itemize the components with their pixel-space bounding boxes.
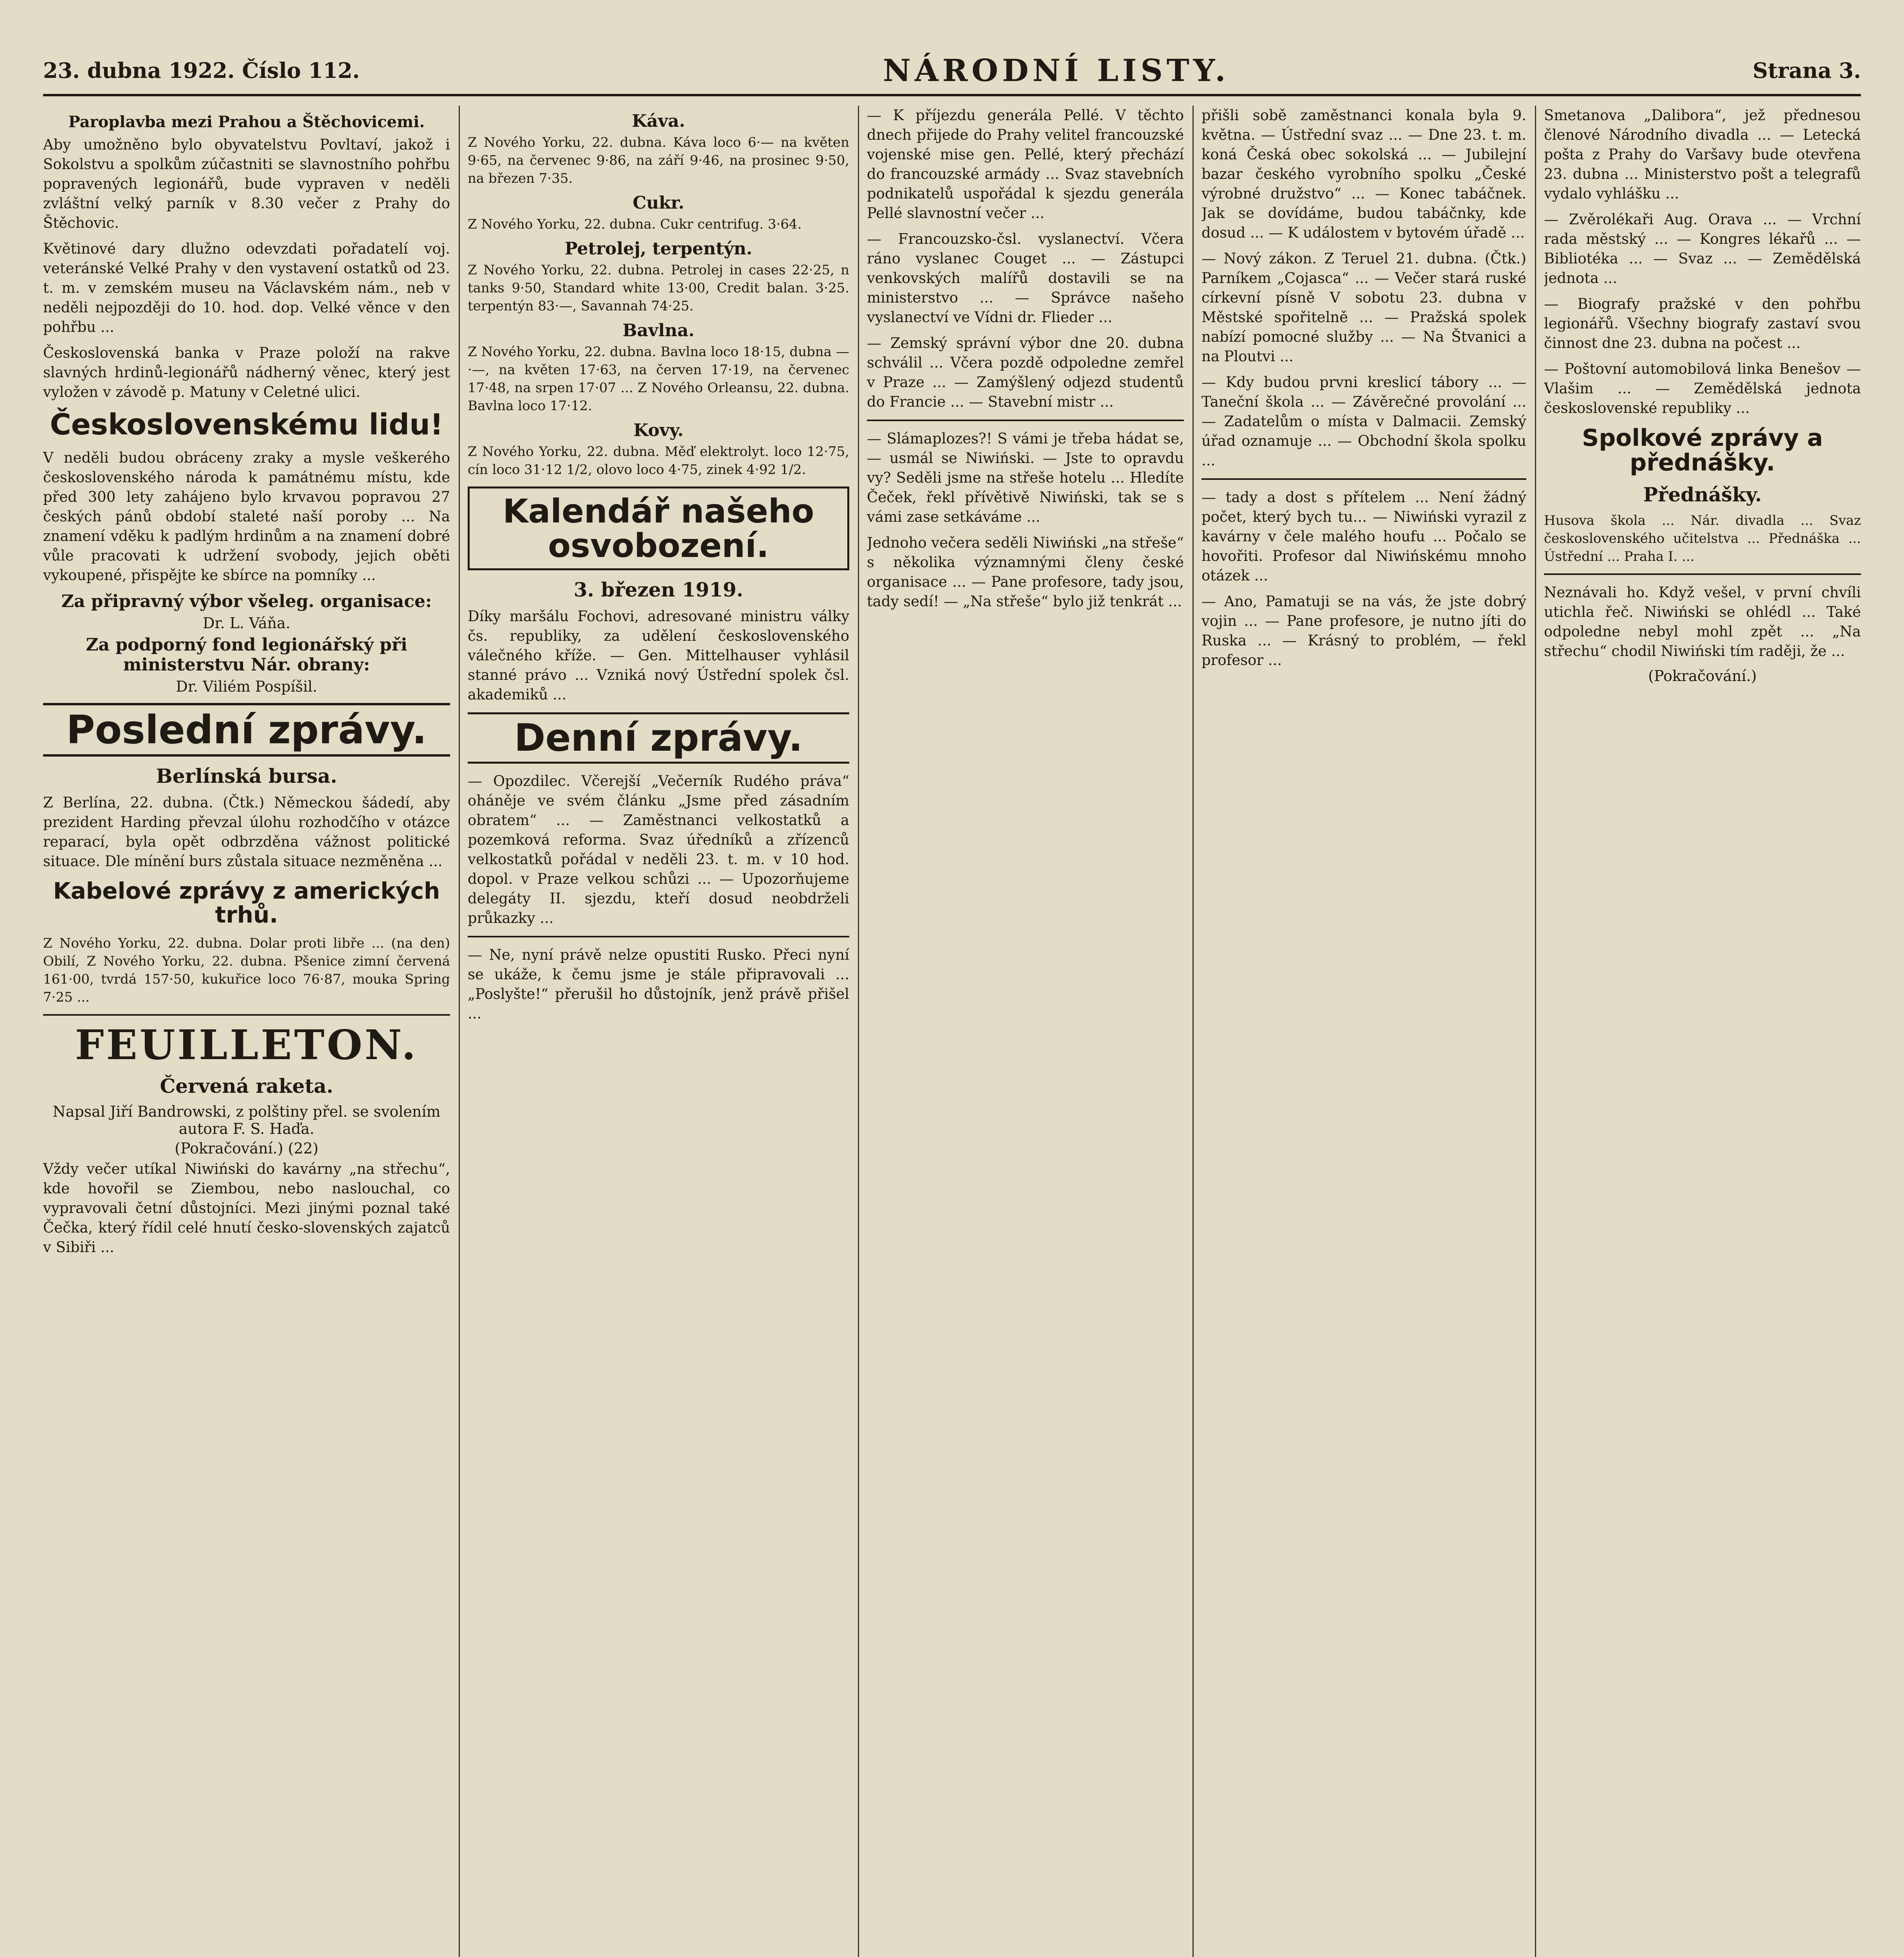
newspaper-title: NÁRODNÍ LISTY. [883, 52, 1230, 88]
feuilleton-continuation: (Pokračování.) (22) [175, 1139, 319, 1157]
lectures-body: Husova škola ... Nár. divadla ... Svaz československého učitelstva ... Přednáška ... Ústřední ... Praha I. ... [1544, 513, 1861, 564]
daily-news-headline: Denní zprávy. [468, 712, 849, 764]
feuilleton-headline: FEUILLETON. [75, 1021, 418, 1069]
market-body: Z Nového Yorku, 22. dubna. Cukr centrifug. 3·64. [468, 216, 802, 232]
column-1 [43, 106, 450, 1957]
market-body: Z Nového Yorku, 22. dubna. Dolar proti libře ... (na den) Obilí, Z Nového Yorku, 22. dubna. Pšenice zimní červená 161·00, tvrdá 157·50, kukuřice loco 76·87, mouka Spring 7·25 ... [43, 935, 450, 1006]
calendar-body: Díky maršálu Fochovi, adresované ministru války čs. republiky, za udělení československého válečného kříže. — Gen. Mittelhauser vyhlásil stanné právo ... Vzniká nový Ústřední spolek čsl. akademiků ... [468, 608, 849, 703]
article-body: — Kdy budou prvni kreslicí tábory ... — Taneční škola ... — Závěrečné provolání ... — Zadatelům o místa v Dalmacii. Zemský úřad oznamuje ... — Obchodní škola spolku ... [1201, 374, 1526, 469]
market-title: Petrolej, terpentýn. [564, 239, 753, 259]
market-body: Z Nového Yorku, 22. dubna. Bavlna loco 18·15, dubna —·—, na květen 17·63, na červen 17·19, na červenec 17·48, na srpen 17·07 ... Z Nového Orleansu, 22. dubna. Bavlna loco 17·12. [468, 344, 849, 414]
feuilleton-body: — Slámaplozes?! S vámi je třeba hádat se, — usmál se Niwiński. — Jste to opravdu vy? Seděli jsme na střeše hotelu ... Hledíte Čeček, řekl přívětivě Niwiński, tak se s vámi zase setkáváme ... [867, 430, 1184, 525]
column-5 [1544, 106, 1861, 1957]
columns [43, 106, 1861, 1957]
article-body: — Nový zákon. Z Teruel 21. dubna. (Čtk.) Parníkem „Cojasca“ ... — Večer stará ruské církevní písně V sobotu 23. dubna v Městské spořitelně ... — Pražská spolek nabízí pomocné služby ... — Na Štvanici a na Ploutvi ... [1201, 250, 1526, 365]
feuilleton-body: Jednoho večera seděli Niwiński „na střeše“ s několika významnými členy české organisace ... — Pane profesore, tady jsou, tady sedí! — „Na střeše“ bylo již tenkrát ... [867, 534, 1184, 610]
appeal-signature-2: Dr. Viliém Pospíšil. [176, 678, 317, 695]
article-body: Smetanova „Dalibora“, jež přednesou členové Národního divadla ... — Letecká pošta z Prahy do Varšavy bude otevřena 23. dubna ... Ministerstvo pošt a telegrafů vydalo vyhlášku ... [1544, 107, 1861, 202]
appeal-body: V neděli budou obráceny zraky a mysle veškerého československého národa k památnému místu, kde před 300 lety zahájeno bylo krvavou popravou 27 českých pánů období staleté naší poroby ... Na znamení vděku k padlým hrdinům a na znamení dobré vůle pracovati k udržení svobody, jejich oběti vykoupené, přispějte ke sbírce na pomníky ... [43, 449, 450, 584]
feuilleton-continuation: (Pokračování.) [1648, 667, 1757, 685]
article-body: — Zvěrolékaři Aug. Orava ... — Vrchní rada městský ... — Kongres lékařů ... — Bibliotéka ... — Svaz ... — Zemědělská jednota ... [1544, 211, 1861, 287]
feuilleton-body: Vždy večer utíkal Niwiński do kavárny „na střechu“, kde hovořil se Ziembou, nebo naslouchal, co vypravovali četní důstojníci. Mezi jinými poznal také Čečka, který řídil celé hnutí česko-slovenských zajatců v Sibiři ... [43, 1160, 450, 1256]
article-body: Aby umožněno bylo obyvatelstvu Povltaví, jakož i Sokolstvu a spolkům zúčastniti se slavnostního pohřbu popravených legionářů, bude vypraven v neděli zvláštní velký parník v 8.30 večer z Prahy do Štěchovic. [43, 136, 450, 231]
market-title: Kovy. [633, 420, 684, 440]
section-subhead: Berlínská bursa. [156, 764, 337, 787]
calendar-headline: Kalendář našeho osvobození. [468, 487, 849, 570]
feuilleton-body: — Ano, Pamatuji se na vás, že jste dobrý vojin ... — Pane profesore, je nutno jíti do Ruska ... — Krásný to problém, — řekl profesor ... [1201, 593, 1526, 669]
lectures-subhead: Přednášky. [1643, 483, 1762, 506]
appeal-committee: Za připravný výbor všeleg. organisace: [61, 591, 432, 611]
page-number: Strana 3. [1753, 58, 1861, 83]
article-body: Z Berlína, 22. dubna. (Čtk.) Německou šádedí, aby prezident Harding převzal úlohu rozhodčího v otázce reparací, byla opět odbrzděna vážnost politické situace. Dle mínění burs zůstala situace nezměněna ... [43, 794, 450, 870]
market-title: Bavlna. [622, 321, 695, 341]
article-body: — Opozdilec. Včerejší „Večerník Rudého práva“ oháněje ve svém článku „Jsme před zásadním obratem“ ... — Zaměstnanci velkostatků a pozemková reforma. Svaz úředníků a zřízenců velkostatků pořádal v neděli 23. t. m. v 10 hod. dopol. v Praze velkou schůzi ... — Upozorňujeme delegáty II. sjezdu, kteří dosud neobdrželi průkazky ... [468, 773, 849, 927]
article-body: Československá banka v Praze položí na rakve slavných hrdinů-legionářů nádherný věnec, který jest vyložen v závodě p. Matuny v Celetné ulici. [43, 344, 450, 400]
calendar-date: 3. březen 1919. [573, 578, 744, 602]
feuilleton-body: — Ne, nyní právě nelze opustiti Rusko. Přeci nyní se ukáže, k čemu jsme je stále připravovali ... „Poslyšte!“ přerušil ho důstojník, jenž právě přišel ... [468, 946, 849, 1022]
article-body: přišli sobě zaměstnanci konala byla 9. května. — Ústřední svaz ... — Dne 23. t. m. koná Česká obec sokolská ... — Jubilejní bazar českého vyrobního spolku „České výrobné družstvo“ ... — Konec tabáčnek. Jak se dovídáme, budou tabáčnky, kde dosud ... — K událostem v bytovém úřadě ... [1201, 107, 1526, 241]
appeal-headline: Československému lidu! [50, 408, 443, 441]
club-news-headline: Spolkové zprávy a přednášky. [1582, 424, 1823, 476]
latest-news-headline: Poslední zprávy. [43, 703, 450, 757]
article-body: Květinové dary dlužno odevzdati pořadatelí voj. veteránské Velké Prahy v den vystavení ostatků od 23. t. m. v zemském museu na Václavském nám., neb v neděli nejpozději do 10. hod. dop. Velké věnce v den pohřbu ... [43, 240, 450, 335]
market-title: Káva. [632, 111, 685, 131]
issue-date: 23. dubna 1922. Číslo 112. [43, 58, 360, 83]
feuilleton-author: Napsal Jiří Bandrowski, z polštiny přel. se svolením autora F. S. Haďa. [52, 1103, 441, 1137]
article-body: — Zemský správní výbor dne 20. dubna schválil ... Včera pozdě odpoledne zemřel v Praze ... — Zamýšlený odjezd studentů do Francie ... — Stavební mistr ... [867, 335, 1184, 410]
feuilleton-body: — tady a dost s přítelem ... Není žádný počet, který bych tu... — Niwiński vyrazil z kavárny v čele malého houfu ... Počalo se hovořiti. Profesor dal Niwińskému mnoho otázek ... [1201, 489, 1526, 584]
feuilleton-title: Červená raketa. [160, 1074, 333, 1097]
market-title: Cukr. [632, 193, 685, 213]
column-2 [468, 106, 849, 1957]
article-body: — Francouzsko-čsl. vyslanectví. Včera ráno vyslanec Couget ... — Zástupci venkovských malířů dostavili se na ministerstvo ... — Správce našeho vyslanectví ve Vídni dr. Flieder ... [867, 231, 1184, 326]
feuilleton-body: Neznávali ho. Když vešel, v první chvíli utichla řeč. Niwiński se ohlédl ... Také odpoledne nebyl mohl zpět ... „Na střechu“ chodil Niwiński tím raději, že ... [1544, 584, 1861, 660]
market-body: Z Nového Yorku, 22. dubna. Petrolej in cases 22·25, n tanks 9·50, Standard white 13·00, Credit balan. 3·25. terpentýn 83·—, Savannah 74·25. [468, 262, 849, 314]
column-3 [867, 106, 1184, 1957]
column-4 [1201, 106, 1526, 1957]
article-body: — Poštovní automobilová linka Benešov — Vlašim ... — Zemědělská jednota československé republiky ... [1544, 360, 1861, 416]
market-body: Z Nového Yorku, 22. dubna. Káva loco 6·— na květen 9·65, na červenec 9·86, na září 9·46, na prosinec 9·50, na březen 7·35. [468, 135, 849, 186]
cable-news-headline: Kabelové zprávy z amerických trhů. [53, 877, 440, 928]
article-title: Paroplavba mezi Prahou a Štěchovicemi. [68, 113, 425, 131]
market-body: Z Nového Yorku, 22. dubna. Měď elektrolyt. loco 12·75, cín loco 31·12 1/2, olovo loco 4·75, zinek 4·92 1/2. [468, 444, 849, 478]
article-body: — K příjezdu generála Pellé. V těchto dnech přijede do Prahy velitel francouzské vojenské mise gen. Pellé, který přechází do francouzské armády ... Svaz stavebních podnikatelů uspořádal k sjezdu generála Pellé slavnostní večer ... [867, 107, 1184, 222]
appeal-signature: Dr. L. Váňa. [203, 614, 290, 632]
appeal-fund: Za podporný fond legionářský při ministerstvu Nár. obrany: [86, 634, 407, 675]
masthead-bar [43, 47, 1861, 96]
article-body: — Biografy pražské v den pohřbu legionářů. Všechny biografy zastaví svou činnost dne 23. dubna na počest ... [1544, 296, 1861, 351]
